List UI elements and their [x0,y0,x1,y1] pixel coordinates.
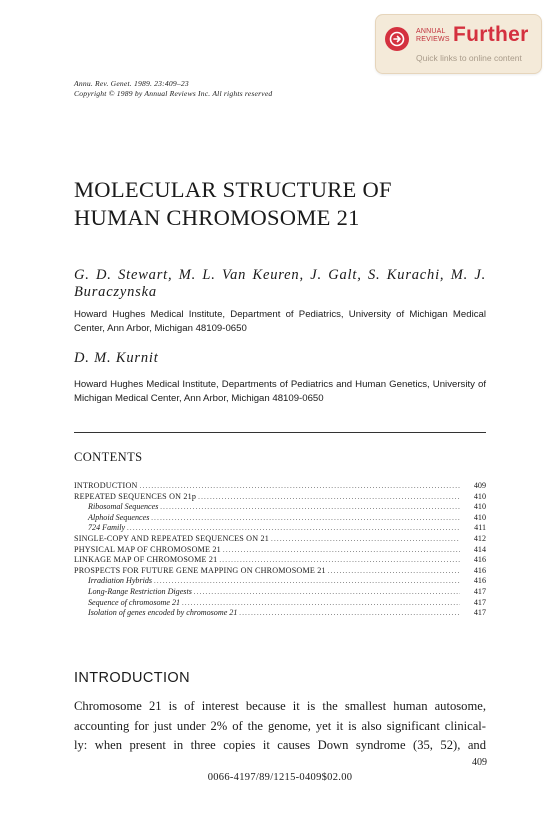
toc-leader-dots [239,608,460,619]
toc-entry-label: PROSPECTS FOR FUTURE GENE MAPPING ON CHROMOSOME 21 [74,565,326,575]
toc-entry-page: 411 [474,523,486,533]
toc-entry-label: Ribosomal Sequences [88,502,159,512]
toc-entry-label: Sequence of chromosome 21 [88,597,181,607]
toc-entry-label: Irradiation Hybrids [88,576,153,586]
toc-entry-page: 416 [473,576,486,586]
toc-entry-label: PHYSICAL MAP OF CHROMOSOME 21 [74,544,221,554]
affiliation-2: Howard Hughes Medical Institute, Departments of Pediatrics and Human Genetics, University of Michigan Medical Center, Ann Arbor, Michigan 48109-0650 [74,379,486,404]
brand-small-line2: REVIEWS [416,36,450,43]
toc-entry[interactable] [74,565,486,576]
copyright-line: Copyright © 1989 by Annual Reviews Inc. All rights reserved [74,89,273,98]
toc-entry-page: 409 [473,481,486,490]
annual-reviews-logo-icon [385,27,409,51]
toc-entry-page: 410 [473,491,486,501]
toc-entry[interactable] [74,554,486,565]
toc-entry-page: 417 [473,597,486,607]
toc-entry-page: 416 [473,555,486,565]
toc-entry-label: INTRODUCTION [74,481,138,490]
journal-citation: Annu. Rev. Genet. 1989. 23:409–23 [74,79,189,88]
toc-entry-label: 724 Family [88,523,126,533]
toc-entry[interactable] [74,544,486,555]
toc-subentry[interactable] [74,575,486,586]
contents-heading: CONTENTS [74,450,143,464]
article-title [74,176,392,232]
authors-2: D. M. Kurnit [74,350,159,366]
intro-line-1: Chromosome 21 is of interest because it is the smallest human autosome, [74,699,486,713]
toc-entry-label: LINKAGE MAP OF CHROMOSOME 21 [74,555,218,565]
page-number: 409 [472,757,487,768]
toc-entry-page: 417 [473,608,486,618]
affiliation-1: Howard Hughes Medical Institute, Department of Pediatrics, University of Michigan Medical Center, Ann Arbor, Michigan 48109-0650 [74,309,486,334]
introduction-heading: INTRODUCTION [74,670,190,686]
toc-subentry[interactable] [74,512,486,523]
toc-entry-label: Alphoid Sequences [88,512,150,522]
brand-small-line1: ANNUAL [416,28,446,35]
section-divider [74,432,486,433]
toc-entry[interactable] [74,533,486,544]
authors-line-1: G. D. Stewart, M. L. Van Keuren, J. Galt, S. Kurachi, M. J. [74,267,486,283]
toc-entry-page: 410 [473,502,486,512]
toc-subentry[interactable] [74,586,486,597]
brand-further: Further [453,23,529,46]
toc-entry-page: 414 [473,544,486,554]
toc-entry-page: 416 [473,565,486,575]
annual-reviews-further-banner[interactable] [375,14,542,74]
toc-entry-label: Isolation of genes encoded by chromosome 21 [88,608,238,618]
brand-annual-reviews [416,28,450,44]
intro-line-3: ly: when present in three copies it causes Down syndrome (35, 52), and [74,738,486,752]
toc-entry-page: 417 [473,587,486,596]
toc-entry[interactable] [74,491,486,502]
title-line-2: HUMAN CHROMOSOME 21 [74,205,360,230]
toc-subentry[interactable] [74,597,486,608]
doi-code: 0066-4197/89/1215-0409$02.00 [207,772,353,783]
toc-entry[interactable] [74,480,486,491]
toc-entry-page: 412 [473,534,486,543]
toc-subentry[interactable] [74,522,486,533]
toc-entry-label: SINGLE-COPY AND REPEATED SEQUENCES ON 21 [74,534,269,543]
toc-entry-label: Long-Range Restriction Digests [88,587,192,596]
intro-line-2: accounting for just under 2% of the genome, yet it is also significant clinical- [74,718,486,733]
toc-subentry[interactable] [74,501,486,512]
introduction-paragraph [74,697,486,756]
authors-line-2: Buraczynska [74,284,157,300]
toc-entry-page: 410 [473,512,486,522]
toc-subentry[interactable] [74,607,486,618]
title-line-1: MOLECULAR STRUCTURE OF [74,177,392,202]
banner-tagline: Quick links to online content [416,53,522,63]
toc-entry-label: REPEATED SEQUENCES ON 21p [74,491,197,501]
